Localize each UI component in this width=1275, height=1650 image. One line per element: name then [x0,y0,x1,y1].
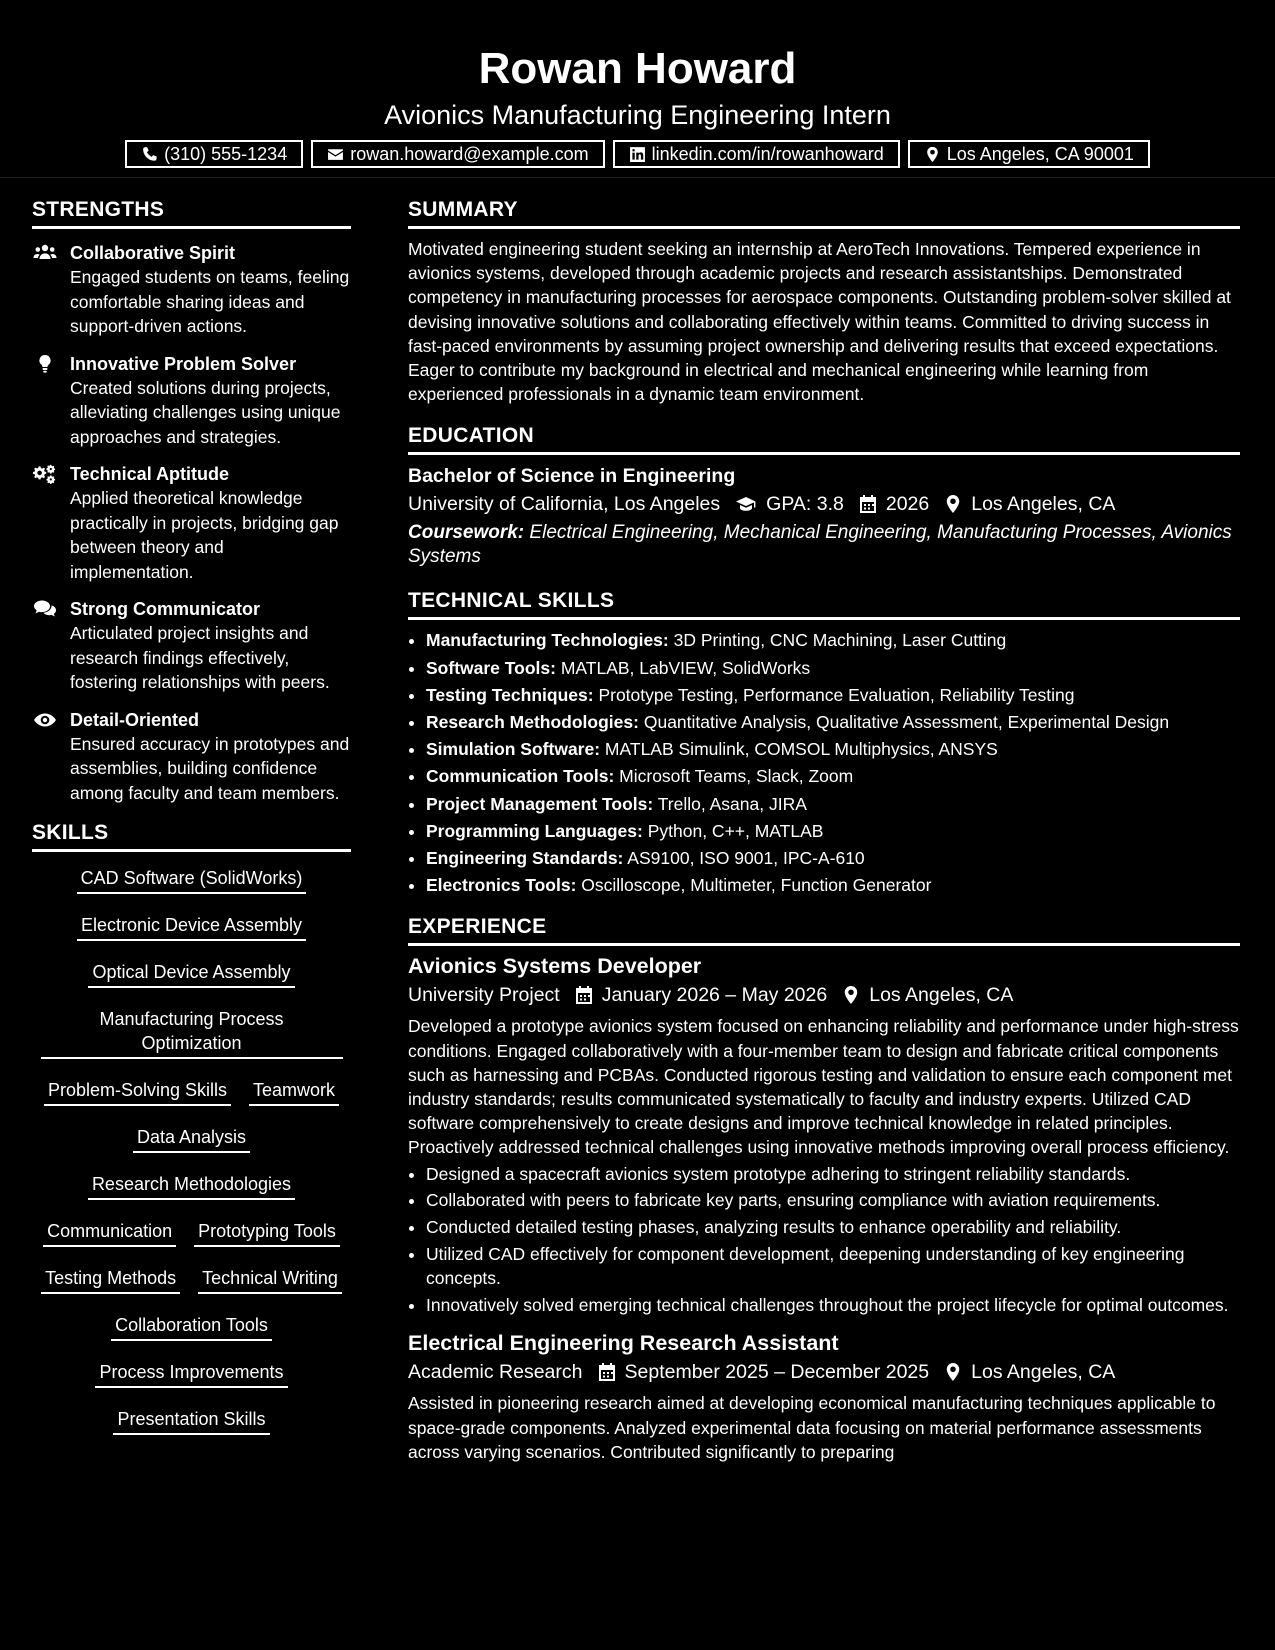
skill-tag: CAD Software (SolidWorks) [77,866,307,894]
list-item [426,791,1240,818]
tech-skill-value: 3D Printing, CNC Machining, Laser Cutting [673,630,1007,651]
candidate-title: Avionics Manufacturing Engineering Intern [384,100,891,130]
email-contact[interactable] [311,140,604,168]
cogs-icon [33,464,57,484]
eye-icon [33,710,57,730]
tech-skill-label: Programming Languages: [426,820,643,841]
tech-skill-value: Python, C++, MATLAB [647,820,824,841]
job-entry [408,1329,1240,1464]
technical-skills-heading: TECHNICAL SKILLS [408,589,1240,620]
strength-item [32,708,351,806]
resume-header [0,0,1275,178]
coursework-list: Electrical Engineering, Mechanical Engineering, Manufacturing Processes, Avionics Systems [408,522,1232,568]
comments-icon [33,599,57,619]
calendar-icon [858,494,878,514]
education-heading: EDUCATION [408,424,1240,455]
strength-item [32,462,351,584]
list-item: • Designed a spacecraft avionics system prototype adhering to stringent reliability standards. [426,1162,1240,1186]
skill-tag: Technical Writing [198,1266,342,1294]
strength-title: Detail-Oriented [70,709,200,730]
skills-section [32,821,351,1454]
job-meta [408,980,1240,1010]
skill-tag: Manufacturing Process Optimization [41,1007,343,1059]
tech-skill-label: Project Management Tools: [426,793,654,814]
envelope-icon [327,146,344,163]
skill-tag: Teamwork [249,1078,339,1106]
job-title: Avionics Systems Developer [408,954,702,979]
list-item [426,709,1240,736]
strength-item [32,241,351,339]
degree-title: Bachelor of Science in Engineering [408,465,736,488]
skill-tag: Testing Methods [41,1266,180,1294]
tech-skill-label: Engineering Standards: [426,848,624,869]
map-marker-icon [924,146,941,163]
tech-skill-label: Software Tools: [426,657,556,678]
contact-bar [0,140,1275,168]
right-column [408,198,1240,1464]
list-item: • Collaborated with peers to fabricate key parts, ensuring compliance with aviation requirements. [426,1188,1240,1212]
left-column [32,198,351,1454]
job-bullets [408,1162,1240,1318]
job-org: University Project [408,984,560,1007]
phone-contact[interactable] [125,140,303,168]
job-org: Academic Research [408,1361,583,1384]
tech-skill-label: Electronics Tools: [426,875,577,896]
skill-tag: Collaboration Tools [111,1313,272,1341]
linkedin-contact[interactable] [613,140,900,168]
list-item [426,682,1240,709]
strength-title: Collaborative Spirit [70,243,236,263]
list-item [426,818,1240,845]
job-title: Electrical Engineering Research Assistant [408,1331,839,1356]
strength-desc: Ensured accuracy in prototypes and assemblies, building confidence among faculty and team members. [70,733,350,803]
tech-skill-value: Quantitative Analysis, Qualitative Assessment, Experimental Design [643,712,1170,733]
lightbulb-icon [33,354,57,374]
job-description: Developed a prototype avionics system focused on enhancing reliability and performance under high-stress conditions. Engaged collaboratively with a four-member team to design and fabricate critical components such as harnessing and PCBAs. Conducted rigorous testing and validation to ensure each component met industry standards; results communicated systematically to faculty and industry experts. Utilized CAD software comprehensively to create designs and improve technical knowledge in related principles. Proactively addressed technical challenges using innovative methods improving overall process efficiency. [408,1016,1239,1158]
strength-desc: Created solutions during projects, alleviating challenges using unique approaches and strategies. [70,377,341,447]
experience-heading: EXPERIENCE [408,915,1240,946]
phone-icon [141,146,158,163]
strength-title: Technical Aptitude [70,464,230,484]
graduation-year: 2026 [885,493,930,516]
users-icon [33,243,57,263]
phone-text: (310) 555-1234 [164,143,288,164]
skill-tag: Process Improvements [95,1360,287,1388]
strength-desc: Engaged students on teams, feeling comfortable sharing ideas and support-driven actions. [70,267,350,336]
tech-skill-label: Communication Tools: [426,766,615,787]
tech-skill-value: Microsoft Teams, Slack, Zoom [619,766,854,787]
list-item [426,627,1240,654]
job-location: Los Angeles, CA [869,984,1014,1007]
skill-tag: Prototyping Tools [194,1219,340,1247]
job-entry [408,952,1240,1317]
location-contact[interactable] [908,140,1150,168]
list-item [426,845,1240,872]
skill-tag: Presentation Skills [113,1407,269,1435]
technical-skills-list [408,627,1240,899]
tech-skill-value: MATLAB Simulink, COMSOL Multiphysics, ANSYS [604,739,998,760]
summary-text: Motivated engineering student seeking an internship at AeroTech Innovations. Tempered experience in avionics systems, developed through academic projects and research assistantships. Demonstrated competency in manufacturing processes for aerospace components. Outstanding problem-solver skilled at devising innovative solutions and collaborating effectively within teams. Committed to driving success in fast-paced environments by assuming project ownership and delivering results that exceed expectations. Eager to contribute my background in electrical and mechanical engineering while learning from experienced professionals in a dynamic team environment. [408,239,1231,405]
linkedin-text: linkedin.com/in/rowanhoward [651,143,884,164]
skill-tag: Problem-Solving Skills [44,1078,231,1106]
gpa-text: GPA: 3.8 [766,493,844,516]
email-text: rowan.howard@example.com [350,143,589,164]
resume-body [0,178,1275,1650]
tech-skill-value: AS9100, ISO 9001, IPC-A-610 [627,848,865,869]
school-name: University of California, Los Angeles [408,493,721,516]
strength-desc: Articulated project insights and research findings effectively, fostering relationships with peers. [70,623,330,692]
list-item: • Conducted detailed testing phases, analyzing results to enhance operability and reliability. [426,1215,1240,1239]
tech-skill-label: Testing Techniques: [426,684,594,705]
coursework-label: Coursework: [408,522,525,544]
tech-skill-label: Simulation Software: [426,739,601,760]
skill-tag: Electronic Device Assembly [77,913,306,941]
list-item [426,763,1240,790]
map-marker-icon [943,494,963,514]
strength-title: Innovative Problem Solver [70,353,297,374]
list-item [426,736,1240,763]
education-meta [408,489,1240,519]
summary-heading: SUMMARY [408,198,1240,229]
tech-skill-label: Research Methodologies: [426,712,639,733]
job-location: Los Angeles, CA [971,1361,1116,1384]
strength-desc: Applied theoretical knowledge practically in projects, bridging gap between theory and implementation. [70,488,339,582]
strength-item [32,597,351,695]
skill-tag: Data Analysis [133,1125,250,1153]
calendar-icon [574,985,594,1005]
job-description: Assisted in pioneering research aimed at developing economical manufacturing techniques applicable to space-grade components. Analyzed experimental data focusing on material performance assessments across varying scenarios. Contributed significantly to preparing [408,1393,1216,1462]
coursework [408,521,1240,569]
graduation-cap-icon [734,494,758,514]
map-marker-icon [943,1362,963,1382]
list-item: • Utilized CAD effectively for component development, deepening understanding of key engineering concepts. [426,1242,1240,1291]
map-marker-icon [841,985,861,1005]
list-item [426,655,1240,682]
tech-skill-value: Trello, Asana, JIRA [657,793,807,814]
skills-heading: SKILLS [32,821,351,852]
tech-skill-label: Manufacturing Technologies: [426,630,669,651]
list-item [426,872,1240,899]
tech-skill-value: Oscilloscope, Multimeter, Function Generator [581,875,932,896]
tech-skill-value: MATLAB, LabVIEW, SolidWorks [560,657,811,678]
skills-list [32,866,351,1454]
calendar-icon [597,1362,617,1382]
tech-skill-value: Prototype Testing, Performance Evaluation, Reliability Testing [598,684,1075,705]
linkedin-icon [629,146,646,163]
location-text: Los Angeles, CA 90001 [946,143,1134,164]
job-dates: September 2025 – December 2025 [624,1361,930,1384]
strength-title: Strong Communicator [70,599,261,619]
list-item: • Innovatively solved emerging technical challenges throughout the project lifecycle for optimal outcomes. [426,1293,1240,1317]
education-location: Los Angeles, CA [971,493,1116,516]
skill-tag: Research Methodologies [88,1172,295,1200]
skill-tag: Communication [43,1219,176,1247]
strength-item [32,352,351,450]
job-dates: January 2026 – May 2026 [601,984,828,1007]
job-meta [408,1357,1240,1387]
candidate-name: Rowan Howard [478,44,797,93]
strengths-heading: STRENGTHS [32,198,351,229]
skill-tag: Optical Device Assembly [88,960,294,988]
